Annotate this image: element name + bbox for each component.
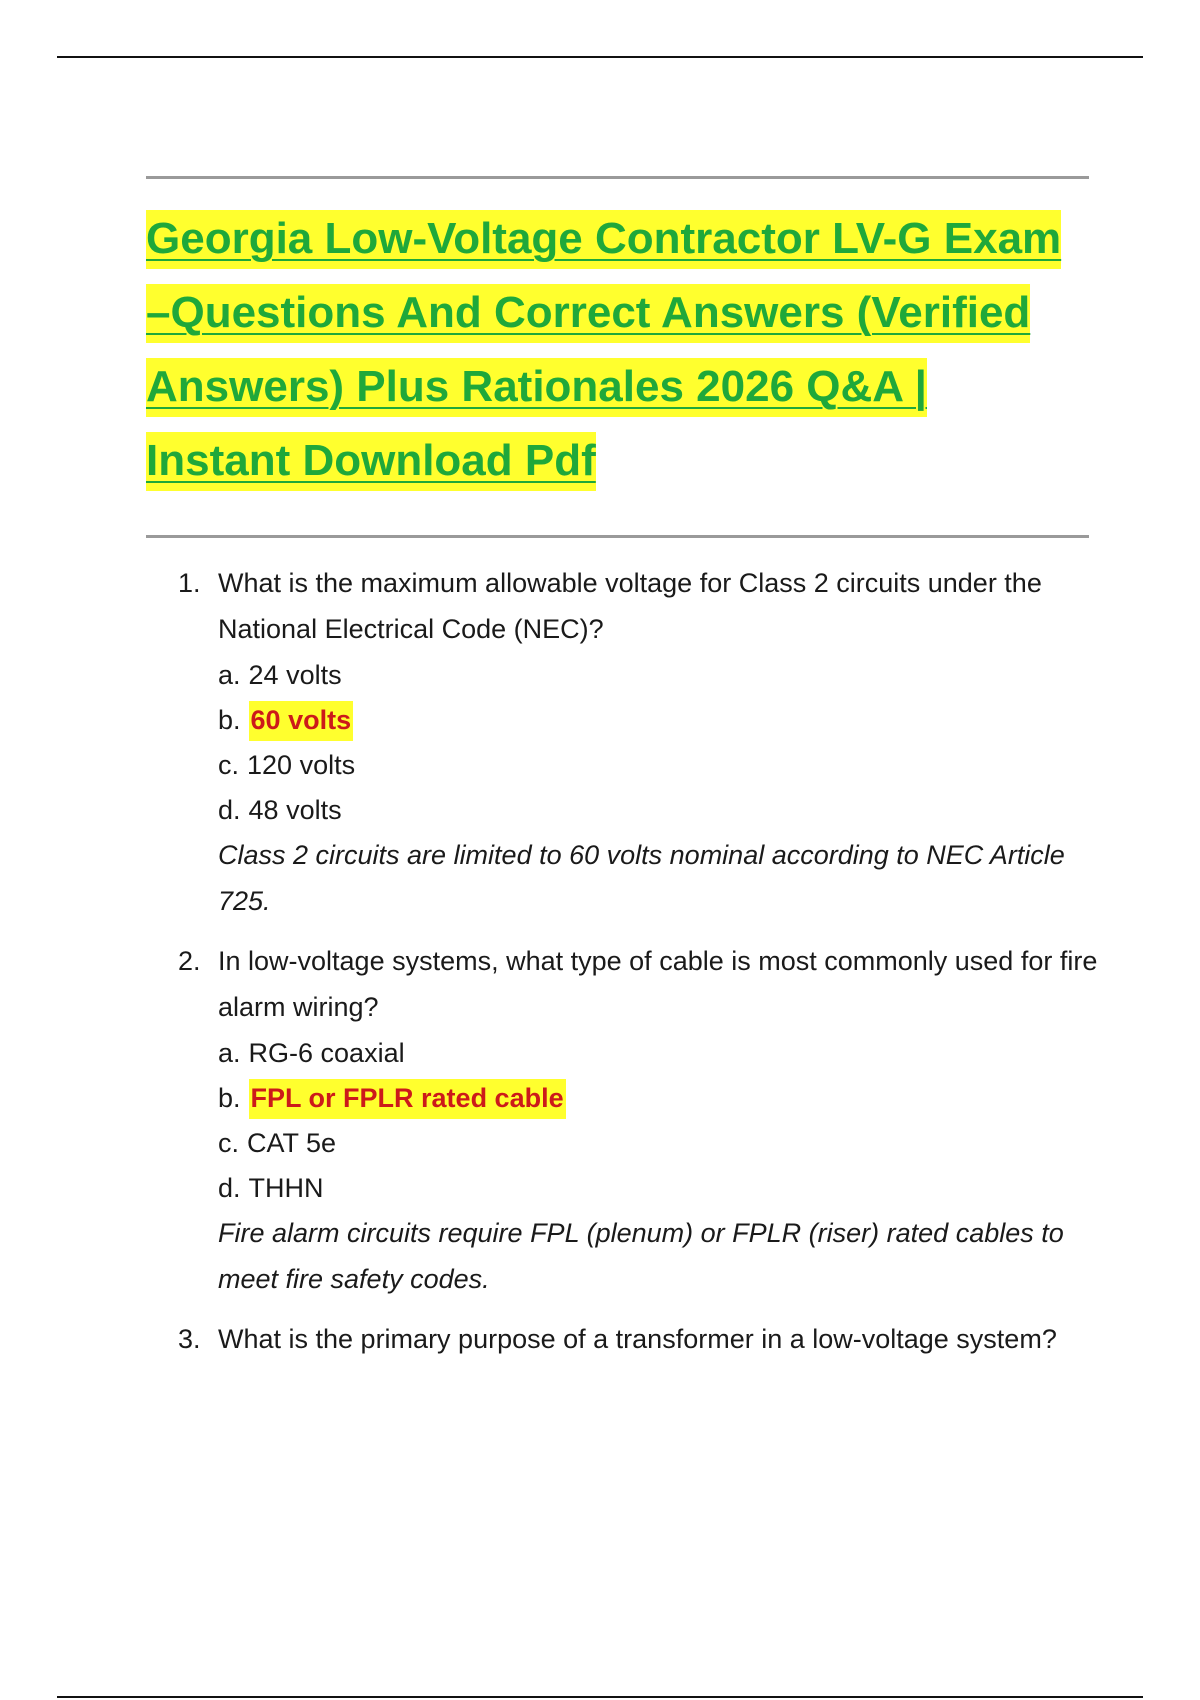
- question-list: [178, 560, 1098, 1376]
- title-rule-top: [146, 176, 1089, 179]
- question-text: What is the maximum allowable voltage for Class 2 circuits under the National Electrical Code (NEC)?: [218, 568, 1042, 644]
- bottom-rule: [57, 1696, 1143, 1698]
- question-number: 3.: [178, 1324, 201, 1354]
- question-number: 2.: [178, 946, 201, 976]
- question-3: [178, 1316, 1098, 1362]
- top-rule: [57, 56, 1143, 58]
- title-line-2: –Questions And Correct Answers (Verified: [146, 284, 1030, 343]
- question-2: [178, 938, 1098, 1302]
- question-1: [178, 560, 1098, 924]
- option-b-correct: b. FPL or FPLR rated cable: [218, 1075, 1098, 1120]
- option-a: a. 24 volts: [218, 660, 342, 690]
- question-number: 1.: [178, 568, 201, 598]
- title-line-4: Instant Download Pdf: [146, 432, 596, 491]
- option-a: a. RG-6 coaxial: [218, 1038, 405, 1068]
- rationale: Class 2 circuits are limited to 60 volts nominal according to NEC Article 725.: [218, 840, 1065, 916]
- option-b-correct: b. 60 volts: [218, 697, 1098, 742]
- option-d: d. THHN: [218, 1173, 324, 1203]
- rationale: Fire alarm circuits require FPL (plenum) or FPLR (riser) rated cables to meet fire safety codes.: [218, 1218, 1064, 1294]
- question-text: In low-voltage systems, what type of cable is most commonly used for fire alarm wiring?: [218, 946, 1098, 1022]
- option-c: c. CAT 5e: [218, 1128, 337, 1158]
- title-line-3: Answers) Plus Rationales 2026 Q&A |: [146, 358, 927, 417]
- option-d: d. 48 volts: [218, 795, 342, 825]
- correct-answer: 60 volts: [249, 701, 354, 741]
- option-c: c. 120 volts: [218, 750, 356, 780]
- question-text: What is the primary purpose of a transformer in a low-voltage system?: [218, 1324, 1057, 1354]
- title-line-1: Georgia Low-Voltage Contractor LV-G Exam: [146, 210, 1061, 269]
- correct-answer: FPL or FPLR rated cable: [249, 1079, 566, 1119]
- title-rule-bottom: [146, 535, 1089, 538]
- document-title: [146, 202, 1106, 498]
